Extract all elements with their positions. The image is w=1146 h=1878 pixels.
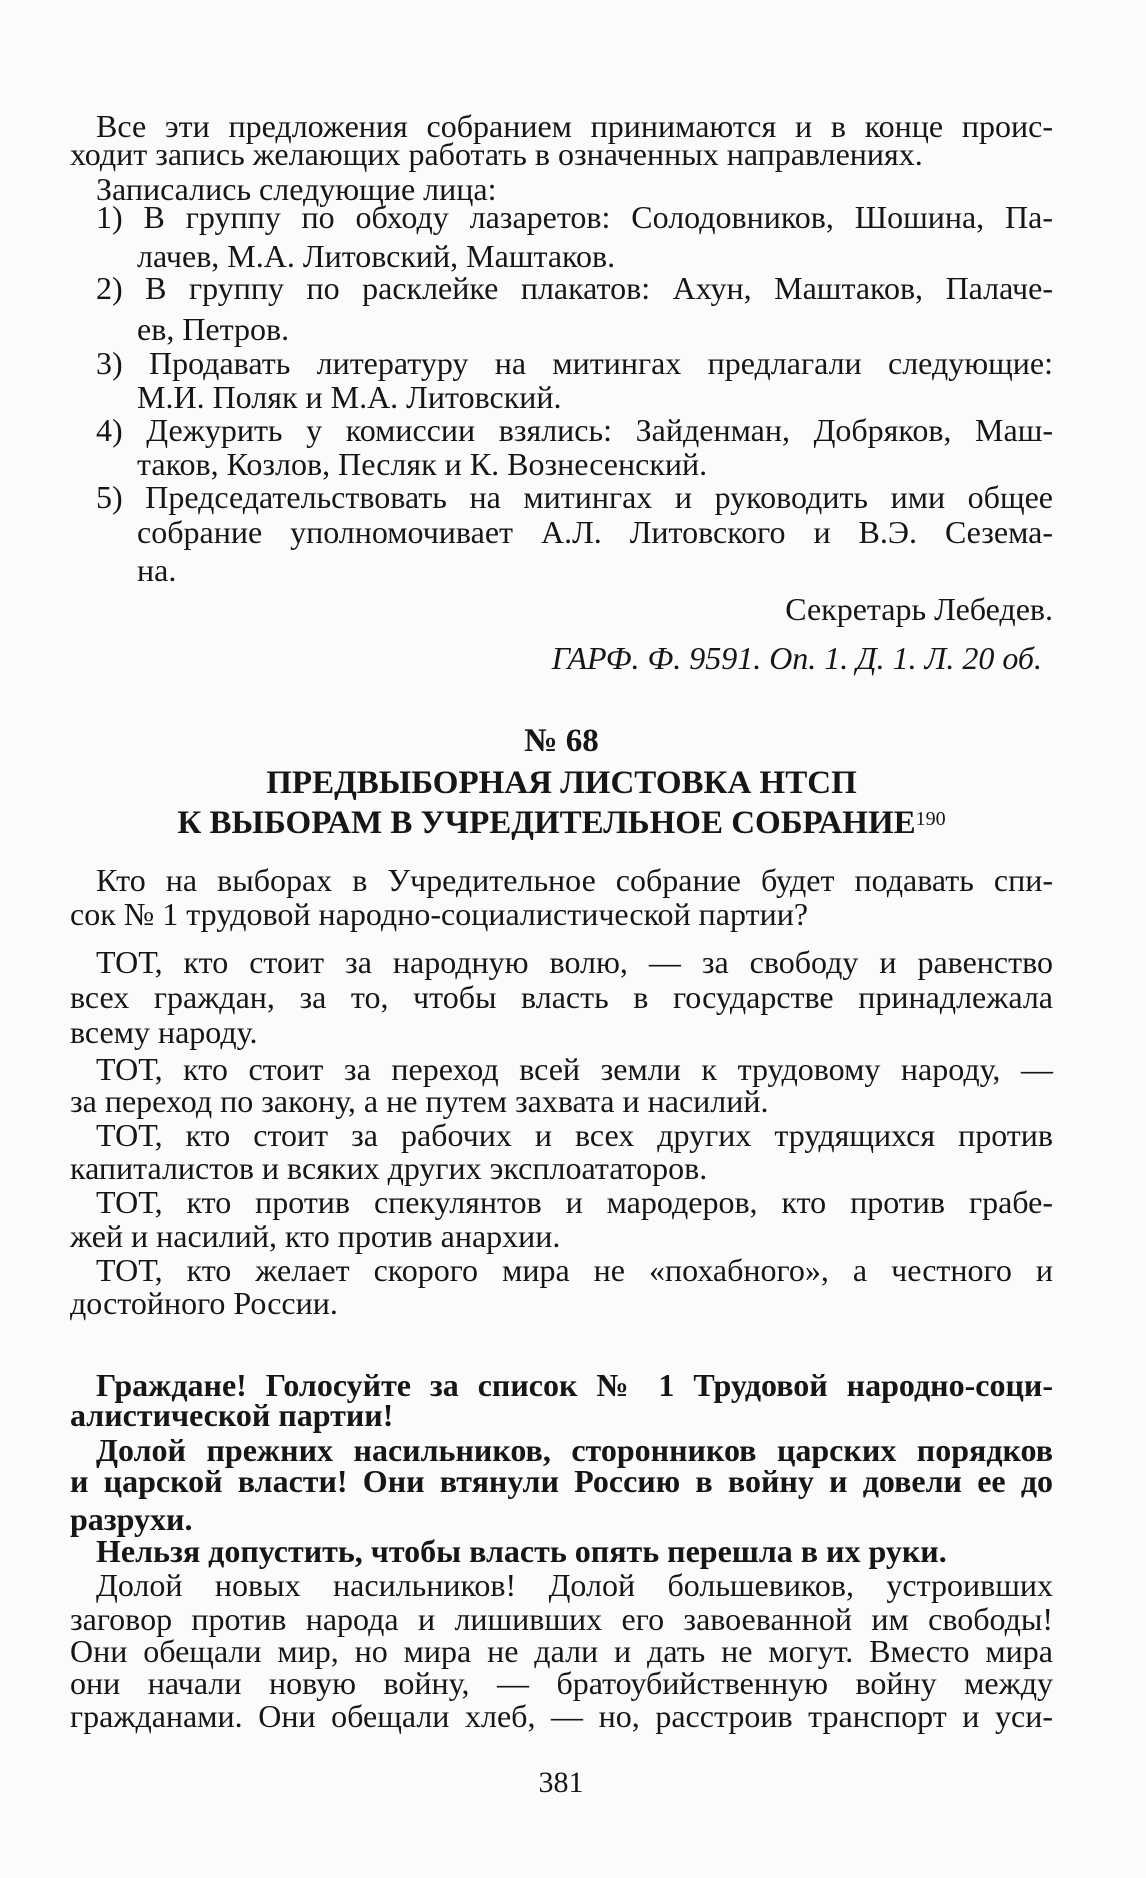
line-text: за переход по закону, а не путем захвата и насилий. [70, 1083, 769, 1119]
line-text: ПРЕДВЫБОРНАЯ ЛИСТОВКА НТСП [266, 765, 857, 801]
line-text: 1) В группу по обходу лазаретов: Солодовников, Шошина, Па- [96, 199, 1053, 235]
doc-number-line [70, 723, 1053, 759]
line-text: лачев, М.А. Литовский, Маштаков. [137, 238, 616, 274]
list-line [137, 446, 1053, 482]
list-line [96, 412, 1053, 448]
line-text: таков, Козлов, Песляк и К. Вознесенский. [137, 446, 708, 482]
line-text: 2) В группу по расклейке плакатов: Ахун, Маштаков, Палаче- [96, 270, 1053, 306]
line-text: достойного России. [70, 1285, 338, 1321]
line-text: разрухи. [70, 1501, 193, 1537]
list-line [96, 199, 1053, 235]
list-line [96, 270, 1053, 306]
list-line [137, 379, 1053, 415]
line-text: ТОТ, кто стоит за народную волю, — за свободу и равенство [96, 944, 1053, 980]
line-text: Нельзя допустить, чтобы власть опять перешла в их руки. [96, 1533, 947, 1569]
line-text: 5) Председательствовать на митингах и руководить ими общее [96, 479, 1053, 515]
signature-line [70, 591, 1053, 627]
line-text: ТОТ, кто против спекулянтов и мародеров, кто против грабе- [96, 1184, 1053, 1220]
footnote-reference: 190 [915, 808, 946, 830]
line-text: ТОТ, кто желает скорого мира не «похабного», а честного и [96, 1252, 1053, 1288]
line-text: всех граждан, за то, чтобы власть в государстве принадлежала [70, 979, 1053, 1015]
normal-line [96, 1051, 1053, 1087]
line-text: Кто на выборах в Учредительное собрание будет подавать спи- [96, 862, 1053, 898]
normal-line [96, 1252, 1053, 1288]
normal-line [96, 1117, 1053, 1153]
bold-line [70, 1397, 1053, 1433]
normal-line [70, 1601, 1053, 1637]
line-text: всему народу. [70, 1014, 258, 1050]
bold-line [96, 1533, 1053, 1569]
list-line [137, 514, 1053, 550]
archive-ref-line [70, 640, 1042, 676]
bold-line [70, 1463, 1053, 1499]
normal-line [70, 1014, 1053, 1050]
line-text: на. [137, 552, 177, 588]
normal-line [70, 979, 1053, 1015]
normal-line [96, 1184, 1053, 1220]
line-text: ев, Петров. [137, 311, 290, 347]
line-text: жей и насилий, кто против анархии. [70, 1218, 561, 1254]
line-text: гражданами. Они обещали хлеб, — но, расстроив транспорт и уси- [70, 1698, 1053, 1734]
line-text: ТОТ, кто стоит за рабочих и всех других трудящихся против [96, 1117, 1053, 1153]
normal-line [96, 1567, 1053, 1603]
line-text: Долой прежних насильников, сторонников царских порядков [96, 1432, 1053, 1468]
list-line [96, 479, 1053, 515]
normal-line [70, 1218, 1053, 1254]
list-line [137, 552, 1053, 588]
line-text: алистической партии! [70, 1397, 394, 1433]
line-text: 3) Продавать литературу на митингах предлагали следующие: [96, 345, 1053, 381]
normal-line [96, 862, 1053, 898]
normal-line [70, 896, 1053, 932]
normal-line [70, 1665, 1053, 1701]
line-text: капиталистов и всяких других эксплоататоров. [70, 1150, 708, 1186]
line-text: они начали новую войну, — братоубийственную войну между [70, 1665, 1053, 1701]
normal-line [70, 1633, 1053, 1669]
list-line [137, 238, 1053, 274]
document-title-line [70, 805, 1053, 841]
normal-line [70, 1083, 1053, 1119]
list-line [137, 311, 1053, 347]
line-text: заговор против народа и лишивших его завоеванной им свободы! [70, 1601, 1053, 1637]
normal-line [70, 136, 1053, 172]
list-line [96, 345, 1053, 381]
line-text: ходит запись желающих работать в означенных направлениях. [70, 136, 923, 172]
line-text: Секретарь Лебедев. [785, 591, 1053, 627]
normal-line [96, 944, 1053, 980]
line-text: и царской власти! Они втянули Россию в войну и довели ее до [70, 1463, 1053, 1499]
line-text: Граждане! Голосуйте за список № 1 Трудовой народно-соци- [96, 1367, 1053, 1403]
line-text: ТОТ, кто стоит за переход всей земли к трудовому народу, — [96, 1051, 1053, 1087]
line-text: собрание уполномочивает А.Л. Литовского и В.Э. Сезема- [137, 514, 1053, 550]
line-text: Записались следующие лица: [96, 171, 497, 207]
line-text: № 68 [524, 723, 599, 759]
line-text: М.И. Поляк и М.А. Литовский. [137, 379, 562, 415]
normal-line [70, 1285, 1053, 1321]
normal-line [70, 1150, 1053, 1186]
document-title-line [70, 765, 1053, 801]
bold-line [70, 1501, 1053, 1537]
line-text: К ВЫБОРАМ В УЧРЕДИТЕЛЬНОЕ СОБРАНИЕ [177, 805, 916, 841]
line-text: Долой новых насильников! Долой большевиков, устроивших [96, 1567, 1053, 1603]
normal-line [70, 1698, 1053, 1734]
line-text: ГАРФ. Ф. 9591. Оп. 1. Д. 1. Л. 20 об. [551, 640, 1042, 676]
line-text: сок № 1 трудовой народно-социалистической партии? [70, 896, 809, 932]
line-text: Они обещали мир, но мира не дали и дать не могут. Вместо мира [70, 1633, 1053, 1669]
line-text: Все эти предложения собранием принимаются и в конце проис- [96, 108, 1053, 144]
page-number: 381 [538, 1766, 584, 1799]
line-text: 4) Дежурить у комиссии взялись: Зайденман, Добряков, Маш- [96, 412, 1053, 448]
